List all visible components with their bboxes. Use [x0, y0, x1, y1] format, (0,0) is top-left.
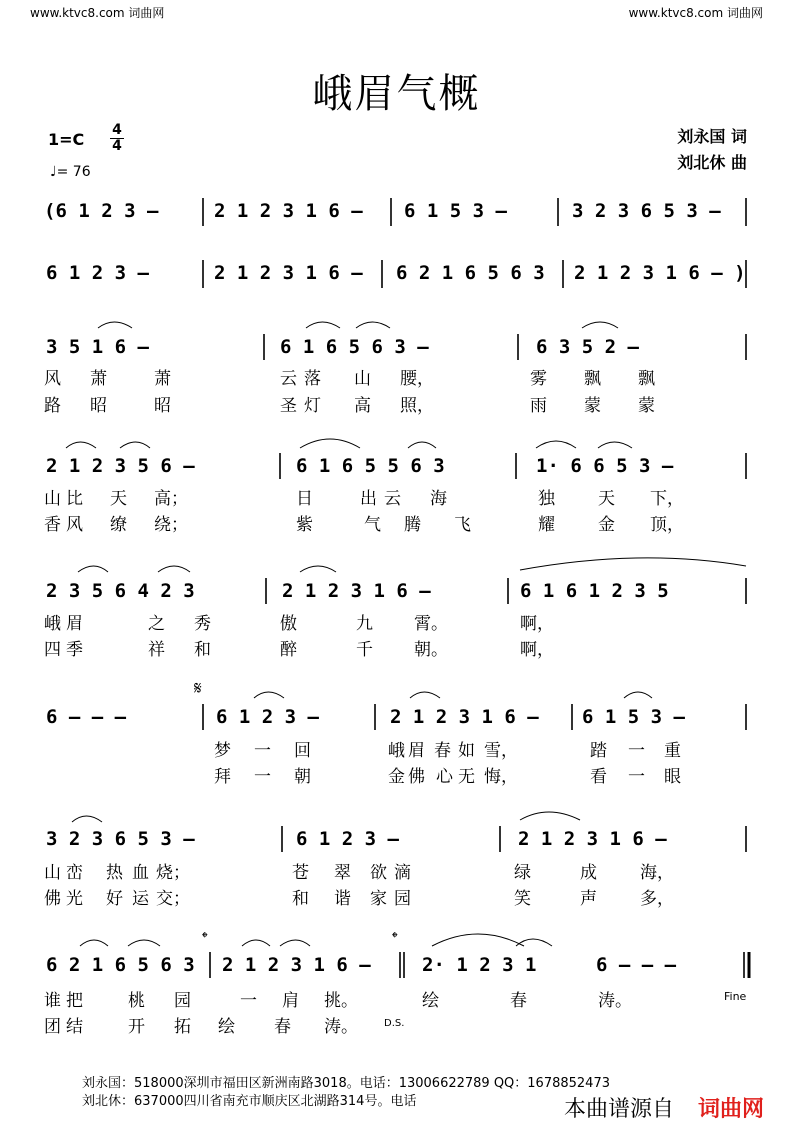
lyric-char: 九 — [356, 614, 373, 634]
lyric-char: 峨 — [388, 741, 405, 761]
lyric-char: 峦 — [66, 863, 83, 883]
row1-measure3: 6 1 5 3 – — [404, 200, 507, 222]
row7-measure1: 3 2 3 6 5 3 – — [46, 828, 195, 850]
lyric-char: 如 — [458, 741, 475, 761]
lyric-char: 朝 — [294, 767, 311, 787]
lyric-char: 香 — [44, 515, 61, 535]
row7-measure2: 6 1 2 3 – — [296, 828, 399, 850]
lyric-char: 海， — [640, 863, 674, 883]
lyric-char: 声 — [580, 889, 597, 909]
lyric-char: 昭 — [90, 396, 107, 416]
lyric-char: 风 — [66, 515, 83, 535]
lyric-char: 蒙 — [584, 396, 601, 416]
lyric-char: 春 — [274, 1017, 291, 1037]
lyric-char: 重 — [664, 741, 681, 761]
row1-measure4: 3 2 3 6 5 3 – — [572, 200, 721, 222]
lyric-char: 四 — [44, 640, 61, 660]
source-label: 本曲谱源自 — [564, 1097, 675, 1122]
lyric-char: 飞 — [454, 515, 471, 535]
lyric-char: 佛 — [408, 767, 425, 787]
lyric-char: 热 — [106, 863, 123, 883]
lyric-char: 天 — [110, 489, 127, 509]
lyric-char: 开 — [128, 1017, 145, 1037]
lyric-char: 海 — [430, 489, 447, 509]
lyric-char: 笑 — [514, 889, 531, 909]
ds-marking: D.S. — [384, 1018, 405, 1029]
lyric-char: 之 — [148, 614, 165, 634]
row2-measure3: 6 2 1 6 5 6 3 — [396, 262, 545, 284]
row4-measure1: 2 1 2 3 5 6 – — [46, 455, 195, 477]
lyric-char: 山 — [354, 369, 371, 389]
row1-measure1: (6 1 2 3 – — [44, 200, 159, 222]
row5-measure2: 2 1 2 3 1 6 – — [282, 580, 431, 602]
lyric-char: 园 — [174, 991, 191, 1011]
row6-measure1: 6 – – – — [46, 706, 127, 728]
lyric-char: 肩 — [282, 991, 299, 1011]
lyric-char: 缭 — [110, 515, 127, 535]
lyric-char: 翠 — [334, 863, 351, 883]
lyric-char: 天 — [598, 489, 615, 509]
lyric-char: 和 — [194, 640, 211, 660]
lyric-char: 绿 — [514, 863, 531, 883]
lyric-char: 傲 — [280, 614, 297, 634]
lyric-char: 啊， — [520, 614, 554, 634]
lyric-char: 滴 — [394, 863, 411, 883]
lyric-char: 一 — [240, 991, 257, 1011]
key-signature: 1=C — [48, 130, 85, 149]
lyric-char: 朝。 — [414, 640, 448, 660]
lyric-char: 照， — [400, 396, 434, 416]
lyric-char: 梦 — [214, 741, 231, 761]
watermark-left: www.ktvc8.com 词曲网 — [30, 6, 165, 20]
lyric-char: 谁 — [44, 991, 61, 1011]
lyric-char: 季 — [66, 640, 83, 660]
lyric-char: 光 — [66, 889, 83, 909]
lyric-char: 金 — [598, 515, 615, 535]
lyric-char: 和 — [292, 889, 309, 909]
lyric-char: 园 — [394, 889, 411, 909]
lyric-char: 眉 — [408, 741, 425, 761]
lyric-char: 独 — [538, 489, 555, 509]
row5-measure3: 6 1 6 1 2 3 5 — [520, 580, 669, 602]
lyric-char: 霄。 — [414, 614, 448, 634]
lyric-char: 春 — [510, 991, 527, 1011]
lyric-char: 昭 — [154, 396, 171, 416]
tempo-marking: ♩= 76 — [50, 164, 91, 180]
lyric-char: 眼 — [664, 767, 681, 787]
time-signature-bottom: 4 — [112, 138, 122, 154]
lyric-char: 交； — [156, 889, 190, 909]
lyric-char: 踏 — [590, 741, 607, 761]
lyric-char: 春 — [434, 741, 451, 761]
row3-measure2: 6 1 6 5 6 3 – — [280, 336, 429, 358]
lyric-char: 雾 — [530, 369, 547, 389]
lyric-char: 高 — [354, 396, 371, 416]
lyric-char: 绘 — [218, 1017, 235, 1037]
row4-measure3: 1· 6 6 5 3 – — [536, 455, 674, 477]
lyric-char: 萧 — [90, 369, 107, 389]
lyric-char: 拓 — [174, 1017, 191, 1037]
row1-measure2: 2 1 2 3 1 6 – — [214, 200, 363, 222]
lyric-char: 金 — [388, 767, 405, 787]
lyric-char: 结 — [66, 1017, 83, 1037]
lyric-char: 云 — [280, 369, 297, 389]
lyric-char: 比 — [66, 489, 83, 509]
lyric-char: 拜 — [214, 767, 231, 787]
row2-measure1: 6 1 2 3 – — [46, 262, 149, 284]
lyric-char: 谐 — [334, 889, 351, 909]
composer-credit: 刘北休 曲 — [677, 153, 747, 172]
lyric-char: 紫 — [296, 515, 313, 535]
lyricist-credit: 刘永国 词 — [677, 127, 747, 146]
lyric-char: 团 — [44, 1017, 61, 1037]
row6-measure3: 2 1 2 3 1 6 – — [390, 706, 539, 728]
fine-marking: Fine — [724, 990, 747, 1003]
slurs — [66, 322, 746, 946]
lyric-char: 无 — [458, 767, 475, 787]
footer-contact-composer: 刘北休：637000四川省南充市顺庆区北湖路314号。电话 — [82, 1094, 417, 1109]
lyric-char: 运 — [132, 889, 149, 909]
lyric-char: 血 — [132, 863, 149, 883]
row2-measure2: 2 1 2 3 1 6 – — [214, 262, 363, 284]
lyric-char: 一 — [628, 767, 645, 787]
lyric-char: 气 — [364, 515, 381, 535]
time-signature-top: 4 — [112, 122, 122, 138]
lyric-char: 醉 — [280, 640, 297, 660]
lyric-char: 山 — [44, 863, 61, 883]
lyric-char: 山 — [44, 489, 61, 509]
row7-measure3: 2 1 2 3 1 6 – — [518, 828, 667, 850]
row3-measure1: 3 5 1 6 – — [46, 336, 149, 358]
lyric-char: 飘 — [584, 369, 601, 389]
footer-contact-lyricist: 刘永国：518000深圳市福田区新洲南路3018。电话：13006622789 QQ：1678852473 — [82, 1076, 610, 1091]
row6-measure2: 6 1 2 3 – — [216, 706, 319, 728]
lyric-char: 绕； — [154, 515, 188, 535]
lyric-char: 日 — [296, 489, 313, 509]
row8-measure1: 6 2 1 6 5 6 3 — [46, 954, 195, 976]
lyric-char: 耀 — [538, 515, 555, 535]
lyric-char: 绘 — [422, 991, 439, 1011]
segno-sign: 𝄋 — [194, 678, 202, 699]
lyric-char: 灯 — [304, 396, 321, 416]
lyric-char: 秀 — [194, 614, 211, 634]
lyric-char: 飘 — [638, 369, 655, 389]
lyric-char: 啊， — [520, 640, 554, 660]
lyric-char: 萧 — [154, 369, 171, 389]
lyric-char: 圣 — [280, 396, 297, 416]
lyric-char: 云 — [384, 489, 401, 509]
lyric-char: 一 — [628, 741, 645, 761]
lyric-char: 涛。 — [598, 991, 632, 1011]
lyric-char: 千 — [356, 640, 373, 660]
lyric-char: 出 — [360, 489, 377, 509]
lyric-char: 佛 — [44, 889, 61, 909]
lyric-char: 成 — [580, 863, 597, 883]
lyric-char: 一 — [254, 767, 271, 787]
coda-sign-1: 𝄌 — [202, 928, 208, 947]
page-title: 峨眉气概 — [312, 71, 481, 117]
row8-measure2: 2 1 2 3 1 6 – — [222, 954, 371, 976]
lyric-char: 苍 — [292, 863, 309, 883]
row5-measure1: 2 3 5 6 4 2 3 — [46, 580, 195, 602]
row8-measure3: 2· 1 2 3 1 — [422, 954, 537, 976]
lyric-char: 祥 — [148, 640, 165, 660]
source-site-logo: 词曲网 — [698, 1097, 765, 1122]
lyric-char: 高； — [154, 489, 188, 509]
lyric-char: 家 — [370, 889, 387, 909]
lyric-char: 雨 — [530, 396, 547, 416]
lyric-char: 看 — [590, 767, 607, 787]
lyric-char: 下， — [650, 489, 684, 509]
lyric-char: 一 — [254, 741, 271, 761]
lyric-char: 涛。 — [324, 1017, 358, 1037]
row6-measure4: 6 1 5 3 – — [582, 706, 685, 728]
lyric-char: 腾 — [404, 515, 421, 535]
lyric-char: 心 — [436, 767, 453, 787]
lyric-char: 蒙 — [638, 396, 655, 416]
row2-measure4: 2 1 2 3 1 6 – ) — [574, 262, 746, 284]
watermark-right: www.ktvc8.com 词曲网 — [628, 6, 763, 20]
lyric-char: 回 — [294, 741, 311, 761]
row3-measure3: 6 3 5 2 – — [536, 336, 639, 358]
lyric-char: 风 — [44, 369, 61, 389]
lyric-char: 腰， — [400, 369, 434, 389]
lyric-char: 悔， — [484, 767, 518, 787]
coda-sign-2: 𝄌 — [392, 928, 398, 947]
lyric-char: 把 — [66, 991, 83, 1011]
lyric-char: 烧； — [156, 863, 190, 883]
lyric-char: 路 — [44, 396, 61, 416]
bar-lines — [203, 198, 749, 978]
lyric-char: 雪， — [484, 741, 518, 761]
lyric-char: 落 — [304, 369, 321, 389]
lyric-char: 眉 — [66, 614, 83, 634]
lyric-char: 顶， — [650, 515, 684, 535]
lyric-char: 欲 — [370, 863, 387, 883]
lyric-char: 桃 — [128, 991, 145, 1011]
lyric-char: 好 — [106, 889, 123, 909]
lyric-char: 多， — [640, 889, 674, 909]
row8-measure4: 6 – – – — [596, 954, 677, 976]
lyric-char: 峨 — [44, 614, 61, 634]
lyric-char: 挑。 — [324, 991, 358, 1011]
row4-measure2: 6 1 6 5 5 6 3 — [296, 455, 445, 477]
